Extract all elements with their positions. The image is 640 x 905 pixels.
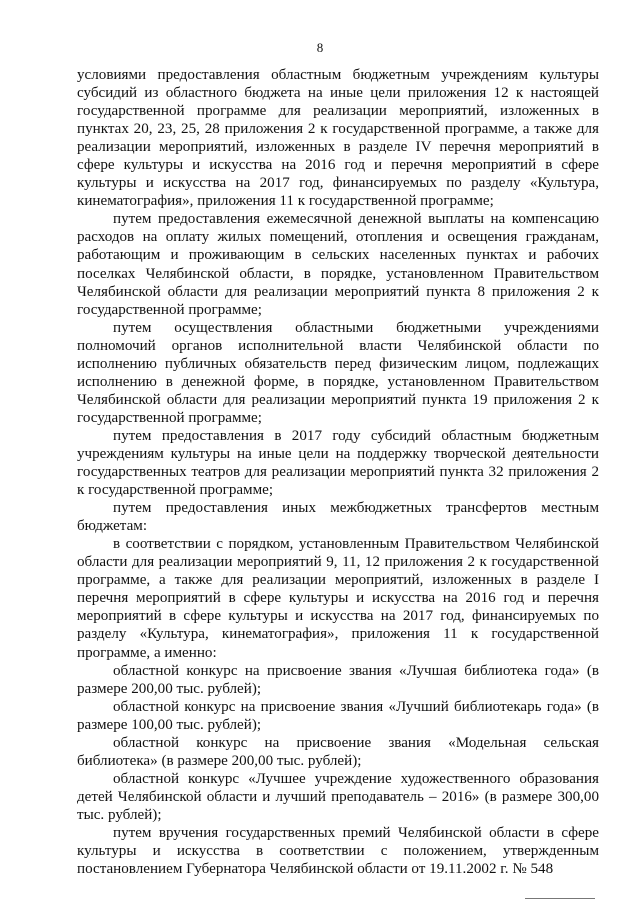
paragraph: в соответствии с порядком, установленным Правительством Челябинской области для реализации мероприятий 9, 11, 12 приложения 2 к государственной программе, а также для реализации мероприятий, изложенных в разделе I перечня мероприятий в сфере культуры и искусства на 2016 год и перечня мероприятий в сфере культуры и искусства на 2017 год, финансируемых по разделу «Культура, кинематография», приложения 11 к государственной программе, а именно: bbox=[77, 536, 599, 661]
document-body bbox=[77, 66, 599, 878]
scan-divider bbox=[525, 898, 595, 899]
paragraph: условиями предоставления областным бюджетным учреждениям культуры субсидий из областного бюджета на иные цели приложения 12 к настоящей государственной программе для реализации мероприятий, изложенных в пунктах 20, 23, 25, 28 приложения 2 к государственной программе, а также для реализации мероприятий, изложенных в разделе IV перечня мероприятий в сфере культуры и искусства на 2016 год и перечня мероприятий в сфере культуры и искусства на 2017 год, финансируемых по разделу «Культура, кинематография», приложения 11 к государственной программе; bbox=[77, 67, 599, 210]
paragraph: путем предоставления ежемесячной денежной выплаты на компенсацию расходов на оплату жилых помещений, отопления и освещения гражданам, работающим и проживающим в сельских населенных пунктах и рабочих поселках Челябинской области, в порядке, установленном Правительством Челябинской области для реализации мероприятий пункта 8 приложения 2 к государственной программе; bbox=[77, 211, 599, 318]
paragraph: путем предоставления иных межбюджетных трансфертов местным бюджетам: bbox=[77, 500, 599, 535]
paragraph: областной конкурс «Лучшее учреждение художественного образования детей Челябинской области и лучший преподаватель – 2016» (в размере 300,00 тыс. рублей); bbox=[77, 770, 599, 823]
paragraph: путем вручения государственных премий Челябинской области в сфере культуры и искусства в соответствии с положением, утвержденным постановлением Губернатора Челябинской области от 19.11.2002 г. № 548 bbox=[77, 824, 599, 878]
paragraph: путем предоставления в 2017 году субсидий областным бюджетным учреждениям культуры на иные цели на поддержку творческой деятельности государственных театров для реализации мероприятий пункта 32 приложения 2 к государственной программе; bbox=[77, 427, 599, 499]
paragraph: путем осуществления областными бюджетными учреждениями полномочий органов исполнительной власти Челябинской области по исполнению публичных обязательств перед физическим лицом, подлежащих исполнению в денежной форме, в порядке, установленном Правительством Челябинской области для реализации мероприятий пункта 19 приложения 2 к государственной программе; bbox=[77, 319, 599, 426]
page-number: 8 bbox=[316, 40, 324, 55]
paragraph: областной конкурс на присвоение звания «Лучший библиотекарь года» (в размере 100,00 тыс. рублей); bbox=[77, 698, 599, 733]
paragraph: областной конкурс на присвоение звания «Лучшая библиотека года» (в размере 200,00 тыс. рублей); bbox=[77, 662, 599, 697]
paragraph: областной конкурс на присвоение звания «Модельная сельская библиотека» (в размере 200,00 тыс. рублей); bbox=[77, 734, 599, 769]
